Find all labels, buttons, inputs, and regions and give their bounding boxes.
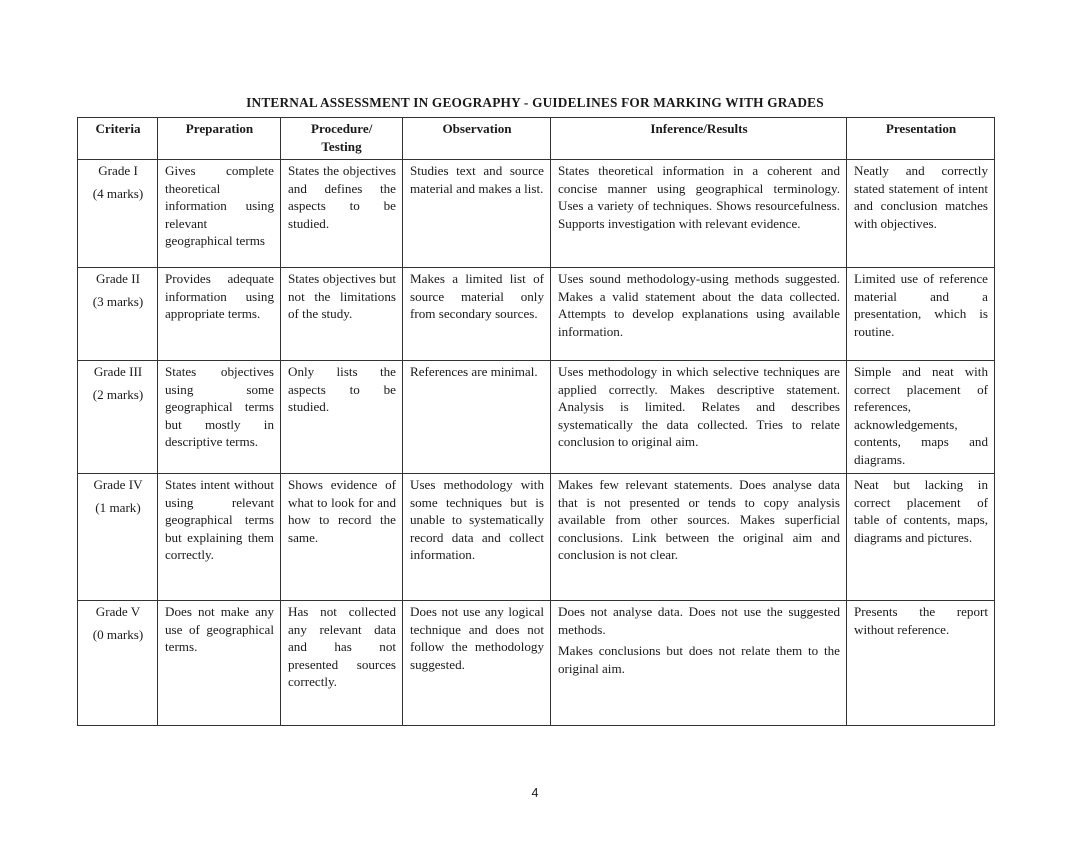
grade-marks: (1 mark): [95, 499, 141, 515]
procedure-cell: Has not collected any relevant data and has not presented sources correctly.: [281, 601, 403, 726]
criteria-cell: [78, 268, 158, 361]
presentation-cell: Presents the report without reference.: [847, 601, 995, 726]
procedure-cell: States the objectives and defines the aspects to be studied.: [281, 160, 403, 268]
observation-cell: Studies text and source material and makes a list.: [403, 160, 551, 268]
criteria-cell: [78, 474, 158, 601]
page-number: 4: [531, 786, 539, 800]
grade-label: Grade V: [95, 604, 141, 619]
preparation-cell: Provides adequate information using appropriate terms.: [158, 268, 281, 361]
presentation-cell: Simple and neat with correct placement of references, acknowledgements, contents, maps and diagrams.: [847, 361, 995, 474]
presentation-cell: Neat but lacking in correct placement of table of contents, maps, diagrams and pictures.: [847, 474, 995, 601]
preparation-cell: States intent without using relevant geographical terms but explaining them correctly.: [158, 474, 281, 601]
table-row-grade-3: [78, 361, 995, 474]
header-procedure-testing: Procedure/ Testing: [281, 118, 403, 160]
header-observation: Observation: [403, 118, 551, 160]
procedure-cell: Only lists the aspects to be studied.: [281, 361, 403, 474]
grade-label: Grade IV: [93, 477, 143, 492]
table-row-grade-1: [78, 160, 995, 268]
table-header-row: [78, 118, 995, 160]
header-preparation: Preparation: [158, 118, 281, 160]
criteria-cell: [78, 160, 158, 268]
criteria-cell: [78, 601, 158, 726]
presentation-cell: Limited use of reference material and a presentation, which is routine.: [847, 268, 995, 361]
observation-cell: Uses methodology with some techniques but is unable to systematically record data and collect information.: [403, 474, 551, 601]
grade-marks: (0 marks): [92, 626, 144, 642]
observation-cell: References are minimal.: [403, 361, 551, 474]
inference-cell: [551, 474, 847, 601]
inference-cell: [551, 268, 847, 361]
inference-cell: [551, 160, 847, 268]
observation-cell: Makes a limited list of source material only from secondary sources.: [403, 268, 551, 361]
grade-label: Grade I: [98, 163, 138, 178]
inference-cell: [551, 601, 847, 726]
procedure-cell: Shows evidence of what to look for and how to record the same.: [281, 474, 403, 601]
observation-cell: Does not use any logical technique and does not follow the methodology suggested.: [403, 601, 551, 726]
grade-marks: (4 marks): [92, 185, 144, 201]
criteria-cell: [78, 361, 158, 474]
grade-marks: (3 marks): [92, 293, 144, 309]
preparation-cell: Does not make any use of geographical terms.: [158, 601, 281, 726]
grade-label: Grade III: [93, 364, 143, 379]
presentation-cell: Neatly and correctly stated statement of intent and conclusion matches with objectives.: [847, 160, 995, 268]
header-criteria: Criteria: [78, 118, 158, 160]
inference-text-second-paragraph: Makes conclusions but does not relate them to the original aim.: [558, 643, 840, 676]
table-row-grade-2: [78, 268, 995, 361]
inference-text: Uses methodology in which selective techniques are applied correctly. Makes descriptive statement. Analysis is limited. Relates and describes systematically the data collected. Tries to relate conclusion to original aim.: [558, 364, 840, 450]
inference-text: Uses sound methodology-using methods suggested. Makes a valid statement about the data collected. Attempts to develop explanations using available information.: [558, 271, 840, 339]
preparation-cell: Gives complete theoretical information using relevant geographical terms: [158, 160, 281, 268]
table-row-grade-4: [78, 474, 995, 601]
inference-text: Does not analyse data. Does not use the suggested methods.: [558, 604, 840, 637]
inference-text: Makes few relevant statements. Does analyse data that is not presented or tends to copy analysis available from other sources. Makes superficial conclusions. Link between the original aim and conclusion is not clear.: [558, 477, 840, 563]
document-title: INTERNAL ASSESSMENT IN GEOGRAPHY - GUIDELINES FOR MARKING WITH GRADES: [246, 95, 824, 110]
inference-cell: [551, 361, 847, 474]
grade-marks: (2 marks): [92, 386, 144, 402]
header-inference-results: Inference/Results: [551, 118, 847, 160]
marking-rubric-table: [77, 117, 995, 726]
table-row-grade-5: [78, 601, 995, 726]
inference-text: States theoretical information in a coherent and concise manner using geographical terminology. Uses a variety of techniques. Shows resourcefulness. Supports investigation with relevant evidence.: [558, 163, 840, 231]
procedure-cell: States objectives but not the limitations of the study.: [281, 268, 403, 361]
header-presentation: Presentation: [847, 118, 995, 160]
preparation-cell: States objectives using some geographical terms but mostly in descriptive terms.: [158, 361, 281, 474]
grade-label: Grade II: [96, 271, 140, 286]
